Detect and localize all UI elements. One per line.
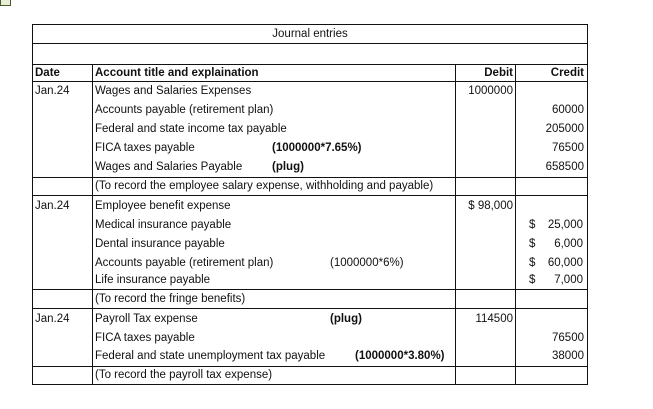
entry2-date: Jan.24 xyxy=(35,200,70,212)
entry3-line1-debit: 114500 xyxy=(475,313,513,325)
entry1-line1-account: Wages and Salaries Expenses xyxy=(95,85,252,97)
entry1-memo: (To record the employee salary expense, withholding and payable) xyxy=(95,180,434,192)
entry2-line3-account: Dental insurance payable xyxy=(95,238,225,250)
entry3-line2-account: FICA taxes payable xyxy=(95,332,195,344)
entry3-date: Jan.24 xyxy=(35,313,70,325)
entry1-line5-account: Wages and Salaries Payable xyxy=(95,161,243,173)
header-date: Date xyxy=(35,67,60,79)
entry2-line2-credit-symbol: $ xyxy=(529,219,536,231)
entry1-line4-credit: 76500 xyxy=(552,142,584,154)
entry1-line3-credit: 205000 xyxy=(545,123,584,135)
entry2-line5-account: Life insurance payable xyxy=(95,274,211,286)
entry3-line3-credit: 38000 xyxy=(552,350,584,362)
entry1-line3-account: Federal and state income tax payable xyxy=(95,123,287,135)
entry3-line3-note: (1000000*3.80%) xyxy=(355,350,445,362)
entry2-line4-note: (1000000*6%) xyxy=(330,257,404,269)
entry1-line5-credit: 658500 xyxy=(545,161,584,173)
entry2-line1-account: Employee benefit expense xyxy=(95,200,231,212)
rule-entry2-bottom xyxy=(32,289,588,290)
rule-date-col xyxy=(92,64,93,385)
rule-title-bottom xyxy=(32,43,588,44)
header-account: Account title and explaination xyxy=(95,67,259,79)
entry1-line2-credit: 60000 xyxy=(552,104,584,116)
entry3-line2-credit: 76500 xyxy=(552,332,584,344)
entry2-line2-credit: 25,000 xyxy=(547,219,583,231)
entry1-line1-debit: 1000000 xyxy=(468,85,513,97)
rule-memo2-bottom xyxy=(32,308,588,309)
entry3-memo: (To record the payroll tax expense) xyxy=(95,369,273,381)
entry2-memo: (To record the fringe benefits) xyxy=(95,293,246,305)
entry2-line2-account: Medical insurance payable xyxy=(95,219,232,231)
entry2-line5-credit: 7,000 xyxy=(554,274,583,286)
rule-memo1-bottom xyxy=(32,195,588,196)
entry3-line1-account: Payroll Tax expense xyxy=(95,313,198,325)
entry2-line3-credit-symbol: $ xyxy=(529,238,536,250)
entry2-line4-credit-symbol: $ xyxy=(529,257,536,269)
entry2-line4-credit: 60,000 xyxy=(547,257,583,269)
header-debit: Debit xyxy=(484,67,513,79)
rule-account-col xyxy=(455,64,456,385)
entry1-date: Jan.24 xyxy=(35,85,70,97)
entry1-line4-note: (1000000*7.65%) xyxy=(272,142,362,154)
entry1-line4-account: FICA taxes payable xyxy=(95,142,195,154)
entry3-line3-account: Federal and state unemployment tax payable xyxy=(95,350,326,362)
entry2-line5-credit-symbol: $ xyxy=(529,274,536,286)
entry2-line3-credit: 6,000 xyxy=(554,238,583,250)
corner-icon xyxy=(0,0,11,6)
entry2-line4-account: Accounts payable (retirement plan) xyxy=(95,257,274,269)
entry3-line1-note: (plug) xyxy=(330,313,362,325)
header-credit: Credit xyxy=(550,67,584,79)
rule-header-bottom xyxy=(32,81,588,82)
entry1-line5-note: (plug) xyxy=(272,161,304,173)
entry2-line1-debit: $ 98,000 xyxy=(468,200,513,212)
page-title: Journal entries xyxy=(272,28,348,40)
entry1-line2-account: Accounts payable (retirement plan) xyxy=(95,104,274,116)
